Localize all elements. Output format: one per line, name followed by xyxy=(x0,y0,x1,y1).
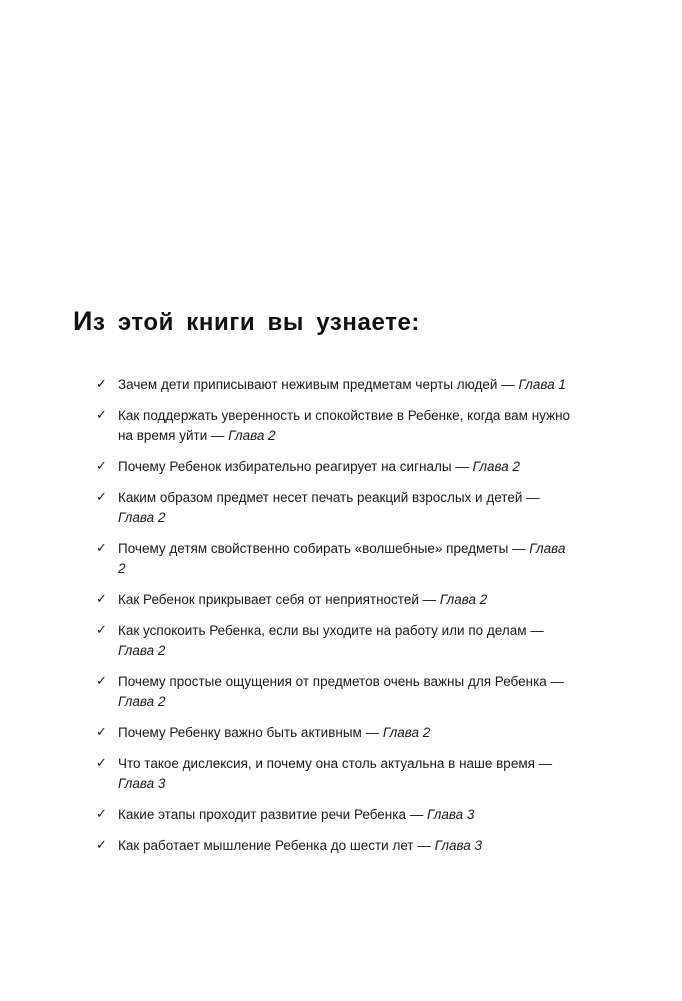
item-text: Как успокоить Ребенка, если вы уходите на работу или по делам — xyxy=(118,623,544,638)
item-text: Что такое дислексия, и почему она столь актуальна в наше время — xyxy=(118,756,553,771)
item-chapter: Глава 2 xyxy=(228,428,276,443)
checkmark-icon: ✓ xyxy=(96,490,107,505)
item-text: Почему детям свойственно собирать «волшебные» предметы — xyxy=(118,541,530,556)
item-text: Зачем дети приписывают неживым предметам черты людей — xyxy=(118,377,519,392)
checkmark-icon: ✓ xyxy=(96,756,107,771)
list-item xyxy=(96,590,576,610)
checkmark-icon: ✓ xyxy=(96,459,107,474)
item-text: Каким образом предмет несет печать реакций взрослых и детей — xyxy=(118,490,540,505)
item-chapter: Глава 2 xyxy=(118,694,166,709)
item-chapter: Глава 3 xyxy=(426,807,475,822)
checkmark-icon: ✓ xyxy=(96,674,107,689)
item-text: Почему простые ощущения от предметов очень важны для Ребенка — xyxy=(118,674,565,689)
list-item xyxy=(96,672,576,712)
list-item xyxy=(96,836,576,856)
list-item xyxy=(96,723,576,743)
item-chapter: Глава 2 xyxy=(382,725,431,740)
item-chapter: Глава 3 xyxy=(118,776,166,791)
list-item xyxy=(96,406,576,446)
topics-list xyxy=(96,375,576,867)
item-chapter: Глава 2 xyxy=(439,592,488,607)
checkmark-icon: ✓ xyxy=(96,807,107,822)
item-text: Как работает мышление Ребенка до шести лет — xyxy=(118,838,435,853)
list-item xyxy=(96,805,576,825)
item-text: Почему Ребенку важно быть активным — xyxy=(118,725,383,740)
item-chapter: Глава 2 xyxy=(472,459,520,474)
item-text: Как поддержать уверенность и спокойствие в Ребенке, когда вам нужно на время уйти — xyxy=(118,408,571,443)
list-item xyxy=(96,488,576,528)
list-item xyxy=(96,539,576,579)
item-chapter: Глава 2 xyxy=(118,643,166,658)
item-chapter: Глава 1 xyxy=(518,377,566,392)
checkmark-icon: ✓ xyxy=(96,623,107,638)
item-text: Какие этапы проходит развитие речи Ребенка — xyxy=(118,807,427,822)
checkmark-icon: ✓ xyxy=(96,592,107,607)
item-chapter: Глава 3 xyxy=(434,838,482,853)
list-item xyxy=(96,621,576,661)
heading-rest: з этой книги вы узнаете: xyxy=(93,309,420,336)
list-item xyxy=(96,375,576,395)
page-heading xyxy=(73,306,420,337)
heading-first-letter: И xyxy=(73,306,94,336)
list-item xyxy=(96,457,576,477)
item-chapter: Глава 2 xyxy=(118,541,566,576)
item-text: Почему Ребенок избирательно реагирует на сигналы — xyxy=(118,459,473,474)
checkmark-icon: ✓ xyxy=(96,725,107,740)
checkmark-icon: ✓ xyxy=(96,541,107,556)
item-text: Как Ребенок прикрывает себя от неприятностей — xyxy=(118,592,440,607)
checkmark-icon: ✓ xyxy=(96,408,107,423)
checkmark-icon: ✓ xyxy=(96,838,107,853)
list-item xyxy=(96,754,576,794)
checkmark-icon: ✓ xyxy=(96,377,107,392)
item-chapter: Глава 2 xyxy=(118,510,166,525)
